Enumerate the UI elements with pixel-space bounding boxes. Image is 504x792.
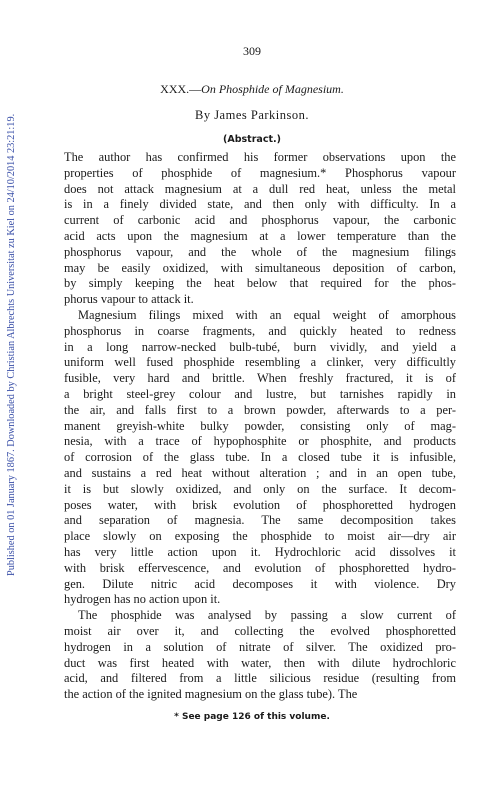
paragraph-line: fusible, very hard and brittle. When freshly fractured, it is of: [64, 371, 456, 386]
paragraph-line: is in a finely divided state, and then only with difficulty. In a: [64, 197, 456, 212]
paragraph-line: phosphorus in coarse fragments, and quickly heated to redness: [64, 323, 456, 338]
paragraph-line: in a long narrow-necked bulb-tubé, burn vividly, and yield a: [64, 339, 456, 354]
paragraph-line: acid acts upon the magnesium at a lower temperature than the: [64, 228, 456, 243]
paragraph-line: the air, and falls first to a brown powder, afterwards to a per-: [64, 402, 456, 417]
paragraph-line: The author has confirmed his former observations upon the: [64, 150, 456, 164]
page-number: 309: [243, 44, 261, 58]
paragraph-line: hydrogen has no action upon it.: [64, 592, 221, 607]
paragraph-line: a bright steel-grey colour and lustre, but tarnishes rapidly in: [64, 386, 456, 401]
paragraph-line: by simply keeping the heat below that required for the phos-: [64, 276, 456, 291]
paragraph-line: of corrosion of the glass tube. In a closed tube it is infusible,: [64, 450, 456, 465]
paragraph-line: The phosphide was analysed by passing a slow current of: [78, 608, 456, 623]
paragraph-line: uniform well fused phosphide resembling a clinker, very difficultly: [64, 355, 456, 370]
paragraph-line: and separation of magnesia. The same decomposition takes: [64, 513, 456, 528]
paragraph-line: current of carbonic acid and phosphorus vapour, the carbonic: [64, 213, 456, 228]
paragraph-line: moist air over it, and collecting the evolved phosphoretted: [64, 623, 456, 638]
paragraph-line: place slowly on exposing the phosphide to moist air—dry air: [64, 529, 456, 544]
abstract-heading: (Abstract.): [223, 134, 281, 145]
paragraph-line: Magnesium filings mixed with an equal weight of amorphous: [78, 307, 456, 322]
paragraph-line: hydrogen in a solution of nitrate of silver. The oxidized pro-: [64, 639, 456, 654]
article-title: [0, 82, 504, 97]
paragraph-line: the action of the ignited magnesium on the glass tube). The: [64, 687, 358, 702]
paragraph-line: properties of phosphide of magnesium.* Phosphorus vapour: [64, 165, 456, 180]
download-watermark: Published on 01 January 1867. Downloaded by Christian Albrechts Universitat zu Kiel on 24/10/2014 23:21:19.: [6, 113, 17, 577]
paragraph-line: it is but slowly oxidized, and only on the surface. It decom-: [64, 481, 456, 496]
paragraph-line: phosphorus vapour, and the whole of the magnesium filings: [64, 244, 456, 259]
paragraph-line: and sustains a red heat without alteration ; and in an open tube,: [64, 465, 456, 480]
article-body: [64, 150, 456, 703]
paragraph-line: with brisk effervescence, and evolution of phosphoretted hydro-: [64, 560, 456, 575]
title-prefix: XXX.—: [160, 82, 202, 96]
footnote: * See page 126 of this volume.: [174, 712, 330, 722]
paragraph-line: poses water, with brisk evolution of phosphoretted hydrogen: [64, 497, 456, 512]
paragraph-line: may be easily oxidized, with simultaneous deposition of carbon,: [64, 260, 456, 275]
paragraph-line: manent greyish-white bulky powder, consisting only of mag-: [64, 418, 456, 433]
paragraph-line: phorus vapour to attack it.: [64, 292, 194, 307]
paragraph-line: acid, and filtered from a little silicious residue (resulting from: [64, 671, 456, 686]
title-italic: On Phosphide of Magnesium.: [201, 82, 344, 96]
paragraph-line: nesia, with a trace of hypophosphite or phosphite, and products: [64, 434, 456, 449]
paragraph-line: does not attack magnesium at a dull red heat, unless the metal: [64, 181, 456, 196]
paragraph-line: gen. Dilute nitric acid decomposes it with violence. Dry: [64, 576, 456, 591]
paragraph-line: duct was first heated with water, then with dilute hydrochloric: [64, 655, 456, 670]
author-line: By James Parkinson.: [194, 108, 309, 122]
paragraph-line: has very little action upon it. Hydrochloric acid dissolves it: [64, 544, 456, 559]
